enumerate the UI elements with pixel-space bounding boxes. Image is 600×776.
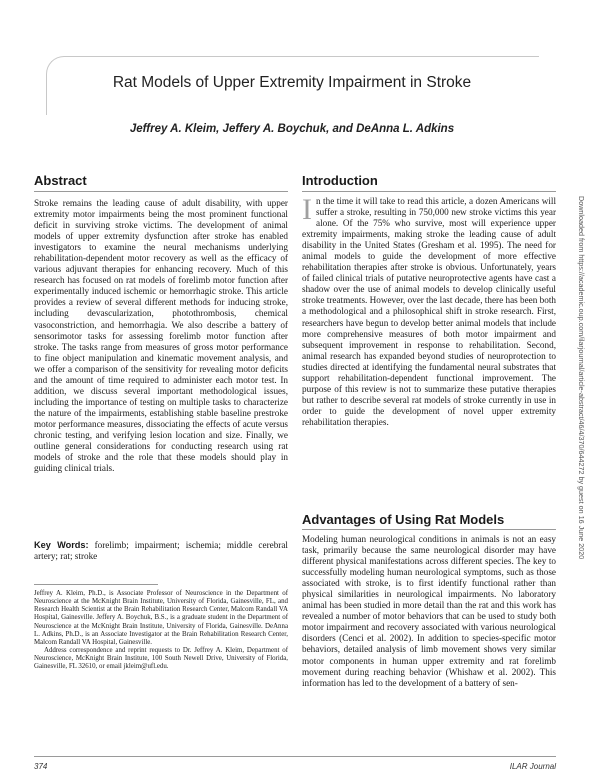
abstract-heading-rule — [34, 191, 288, 192]
article-authors: Jeffrey A. Kleim, Jeffery A. Boychuk, and DeAnna L. Adkins — [129, 123, 455, 135]
footnote-rule — [34, 584, 158, 585]
advantages-heading: Advantages of Using Rat Models — [302, 512, 505, 527]
footer-rule — [34, 756, 556, 757]
keywords-label: Key Words: — [34, 540, 89, 550]
page-number: 374 — [34, 762, 48, 771]
keywords-text: forelimb; impairment; ischemia; middle cerebral artery; rat; stroke — [34, 540, 288, 562]
keywords — [34, 540, 288, 562]
abstract-text: Stroke remains the leading cause of adult disability, with upper extremity motor impairments being the most prominent functional deficit in surviving stroke victims. The development of animal models of upper extremity dysfunction after stroke has enabled investigators to examine the neural mechanisms underlying rehabilitation-dependent motor recovery as well as the efficacy of various adjuvant therapies for enhancing recovery. Much of this research has focused on rat models of forelimb motor function after experimentally induced ischemic or hemorrhagic stroke. This article provides a review of several different methods for inducing stroke, including devascularization, photothrombosis, chemical vasoconstriction, and hemorrhagia. We also describe a battery of sensorimotor tasks for assessing forelimb motor function after stroke. The tasks range from measures of gross motor performance to fine object manipulation and kinematic movement analysis, and we offer a comparison of the sensitivity for revealing motor deficits and the amount of time required to administer each motor test. In addition, we discuss several important methodological issues, including the importance of testing on multiple tasks to characterize the nature of the impairments, establishing stable baseline prestroke motor performance measures, dissociating the effects of acute versus chronic testing, and verifying lesion location and size. Finally, we outline general considerations for conducting research using rat models of stroke and the role that these models should play in guiding clinical trials. — [34, 198, 288, 474]
footnote-author-info: Jeffrey A. Kleim, Ph.D., is Associate Professor of Neuroscience in the Department of Neuroscience at the McKnight Brain Institute, University of Florida, Gainesville, FL, and Research Health Scientist at the Brain Rehabilitation Research Center, Malcom Randall VA Hospital, Gainesville. Jeffery A. Boychuk, B.S., is a graduate student in the Department of Neuroscience at the McKnight Brain Institute, University of Florida, Gainesville. DeAnna L. Adkins, Ph.D., is an Associate Investigator at the Brain Rehabilitation Research Center, Malcom Randall VA Hospital, Gainesville. — [34, 590, 288, 646]
advantages-text: Modeling human neurological conditions in animals is not an easy task, primarily because the same neurological disorder may have different physical manifestations across different species. The key to successfully modeling human neurological symptoms, such as those associated with stroke, is to first identify functional rather than physical similarities in neurological impairments. No laboratory animal has been studied in more detail than the rat and this work has revealed a number of motor behaviors that can be used to study both motor impairment and recovery associated with various neurological disorders (Cenci et al. 2002). In addition to species-specific motor behaviors, detailed analysis of limb movement shows very similar motor components in human upper extremity and rat forelimb movement during reaching behavior (Whishaw et al. 2002). This information has led to the development of a battery of sen- — [302, 534, 556, 688]
abstract-heading: Abstract — [34, 173, 87, 188]
introduction-heading: Introduction — [302, 173, 378, 188]
article-title: Rat Models of Upper Extremity Impairment in Stroke — [112, 74, 472, 91]
introduction-body: n the time it will take to read this article, a dozen Americans will suffer a stroke, resulting in 750,000 new stroke victims this year alone. Of the 75% who survive, most will experience upper extremity impairments, making stroke the leading cause of adult disability in the United States (Gresham et al. 1995). The need for animal models to guide the development of more effective rehabilitation therapies after stroke is obvious. Unfortunately, years of failed clinical trials of putative neuroprotective agents have cast a shadow over the use of animal models to develop clinically useful stroke treatments. However, over the last decade, there has been both a methodological and a philosophical shift in stroke research. First, researchers have begun to develop better animal models that include more comprehensive measures of both motor impairment and subsequent improvement in response to rehabilitation. Second, animal research has expanded beyond studies of neuroprotection to studies directed at identifying the fundamental neural substrates that support rehabilitation-dependent functional improvement. The purpose of this review is not to summarize these putative therapies but rather to describe several rat models of stroke currently in use in order to guide the development of novel upper extremity rehabilitation therapies. — [302, 196, 556, 427]
footnote-correspondence: Address correspondence and reprint requests to Dr. Jeffrey A. Kleim, Department of Neuroscience, McKnight Brain Institute, 100 South Newell Drive, University of Florida, Gainesville, FL 32610, or email jkleim@ufl.edu. — [34, 647, 288, 671]
introduction-heading-rule — [302, 191, 556, 192]
author-footnote — [34, 590, 288, 672]
advantages-heading-rule — [302, 529, 556, 530]
introduction-text — [302, 193, 556, 428]
drop-cap: I — [302, 193, 312, 226]
journal-name: ILAR Journal — [509, 762, 556, 771]
download-notice-text[interactable]: Downloaded from https://academic.oup.com/ilarjournal/article-abstract/46/4/370/644272 by guest on 16 June 2020 — [577, 196, 586, 560]
